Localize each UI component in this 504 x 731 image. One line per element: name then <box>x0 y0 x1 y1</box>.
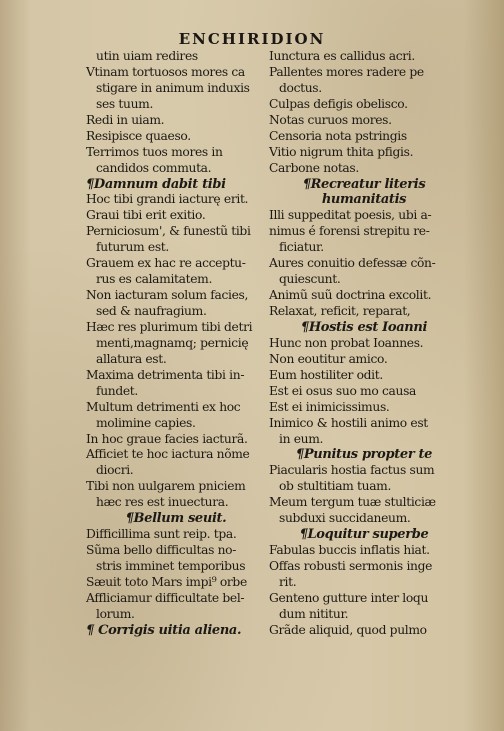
text-line: Hæc res plurimum tibi detri <box>86 319 253 334</box>
text-line: Piacularis hostia factus sum <box>269 463 435 478</box>
text-line: Grauem ex hac re acceptu- <box>86 256 246 271</box>
text-line: lorum. <box>96 606 135 621</box>
section-heading: ¶Recreatur literis <box>302 176 426 192</box>
text-line: Hunc non probat Ioannes. <box>269 335 424 350</box>
text-line: Perniciosum', & funestũ tibi <box>86 224 251 239</box>
text-line: Est ei inimicissimus. <box>269 399 390 414</box>
text-line: Sũma bello difficultas no- <box>86 543 237 558</box>
text-line: Pallentes mores radere pe <box>269 64 424 79</box>
text-line: Inimico & hostili animo est <box>269 415 428 430</box>
text-line: Non eoutitur amico. <box>269 351 388 366</box>
text-line: quiescunt. <box>279 272 341 287</box>
text-line: Affliciamur difficultate bel- <box>86 590 245 605</box>
text-line: ficiatur. <box>279 240 324 255</box>
text-line: Iunctura es callidus acri. <box>269 49 415 63</box>
text-line: Graui tibi erit exitio. <box>86 208 206 223</box>
text-line: Notas curuos mores. <box>269 112 392 127</box>
text-line: Aures conuitio defessæ cõn- <box>269 256 436 271</box>
text-line: candidos commuta. <box>96 160 212 175</box>
right-column <box>269 49 459 639</box>
section-heading: ¶ Corrigis uitia aliena. <box>86 622 242 638</box>
text-line: dum nititur. <box>279 606 349 621</box>
text-line: menti,magnamq; pernicię <box>96 335 249 350</box>
text-line: molimine capies. <box>96 415 196 430</box>
text-line: Resipisce quaeso. <box>86 128 191 143</box>
text-line: sed & naufragium. <box>96 304 207 318</box>
text-line: stigare in animum induxis <box>96 80 250 95</box>
text-line: Vtinam tortuosos mores ca <box>86 64 245 79</box>
section-heading: ¶Bellum seuit. <box>125 511 227 527</box>
text-line: Afficiet te hoc iactura nõme <box>86 447 250 462</box>
text-line: ses tuum. <box>96 96 154 111</box>
text-line: Non iacturam solum facies, <box>86 288 249 303</box>
text-line: Terrimos tuos mores in <box>86 144 223 159</box>
text-line: Illi suppeditat poesis, ubi a- <box>269 208 432 223</box>
text-line: Offas robusti sermonis inge <box>269 559 433 573</box>
text-line: Animũ suũ doctrina excolit. <box>269 288 432 303</box>
text-line: Redi in uiam. <box>86 112 165 127</box>
text-line: rit. <box>279 574 297 589</box>
text-line: subduxi succidaneum. <box>279 511 411 526</box>
text-line: hæc res est inuectura. <box>96 495 229 510</box>
text-line: Eum hostiliter odit. <box>269 367 383 382</box>
text-line: futurum est. <box>96 240 169 255</box>
text-line: doctus. <box>279 80 322 95</box>
text-line: Maxima detrimenta tibi in- <box>86 367 245 382</box>
text-line: nimus é forensi strepitu re- <box>269 224 430 239</box>
text-line: Meum tergum tuæ stulticiæ <box>269 495 436 510</box>
running-head: ENCHIRIDION <box>178 30 326 48</box>
text-line: Grãde aliquid, quod pulmo <box>269 622 427 637</box>
text-line: Difficillima sunt reip. tpa. <box>86 527 237 542</box>
section-heading: ¶Punitus propter te <box>295 447 433 463</box>
text-line: diocri. <box>96 463 134 478</box>
text-line: stris imminet temporibus <box>96 559 246 573</box>
text-line: Hoc tibi grandi iacturę erit. <box>86 192 249 207</box>
text-line: Culpas defigis obelisco. <box>269 96 408 111</box>
left-column <box>86 49 266 639</box>
text-line: Est ei osus suo mo causa <box>269 383 417 398</box>
section-heading: ¶Hostis est Ioanni <box>300 319 428 335</box>
text-line: Censoria nota pstringis <box>269 128 407 143</box>
text-line: Tibi non uulgarem pniciem <box>86 479 246 494</box>
text-line: Carbone notas. <box>269 160 359 175</box>
section-heading: humanitatis <box>321 192 407 208</box>
text-line: Vitio nigrum thita pfigis. <box>269 144 414 159</box>
text-line: Relaxat, reficit, reparat, <box>269 304 411 318</box>
text-line: rus es calamitatem. <box>96 272 213 287</box>
text-line: Multum detrimenti ex hoc <box>86 399 241 414</box>
section-heading: ¶Damnum dabit tibi <box>86 176 226 192</box>
text-line: utin uiam redires <box>96 49 198 63</box>
text-line: Genteno gutture inter loqu <box>269 590 429 605</box>
text-line: in eum. <box>279 431 324 446</box>
text-line: Fabulas buccis inflatis hiat. <box>269 543 430 558</box>
text-line: ob stultitiam tuam. <box>279 479 392 494</box>
text-line: fundet. <box>96 383 138 398</box>
section-heading: ¶Loquitur superbe <box>299 527 429 543</box>
text-line: Sæuit toto Mars impi⁹ orbe <box>86 574 247 589</box>
text-line: In hoc graue facies iacturã. <box>86 431 248 446</box>
text-line: allatura est. <box>96 351 167 366</box>
